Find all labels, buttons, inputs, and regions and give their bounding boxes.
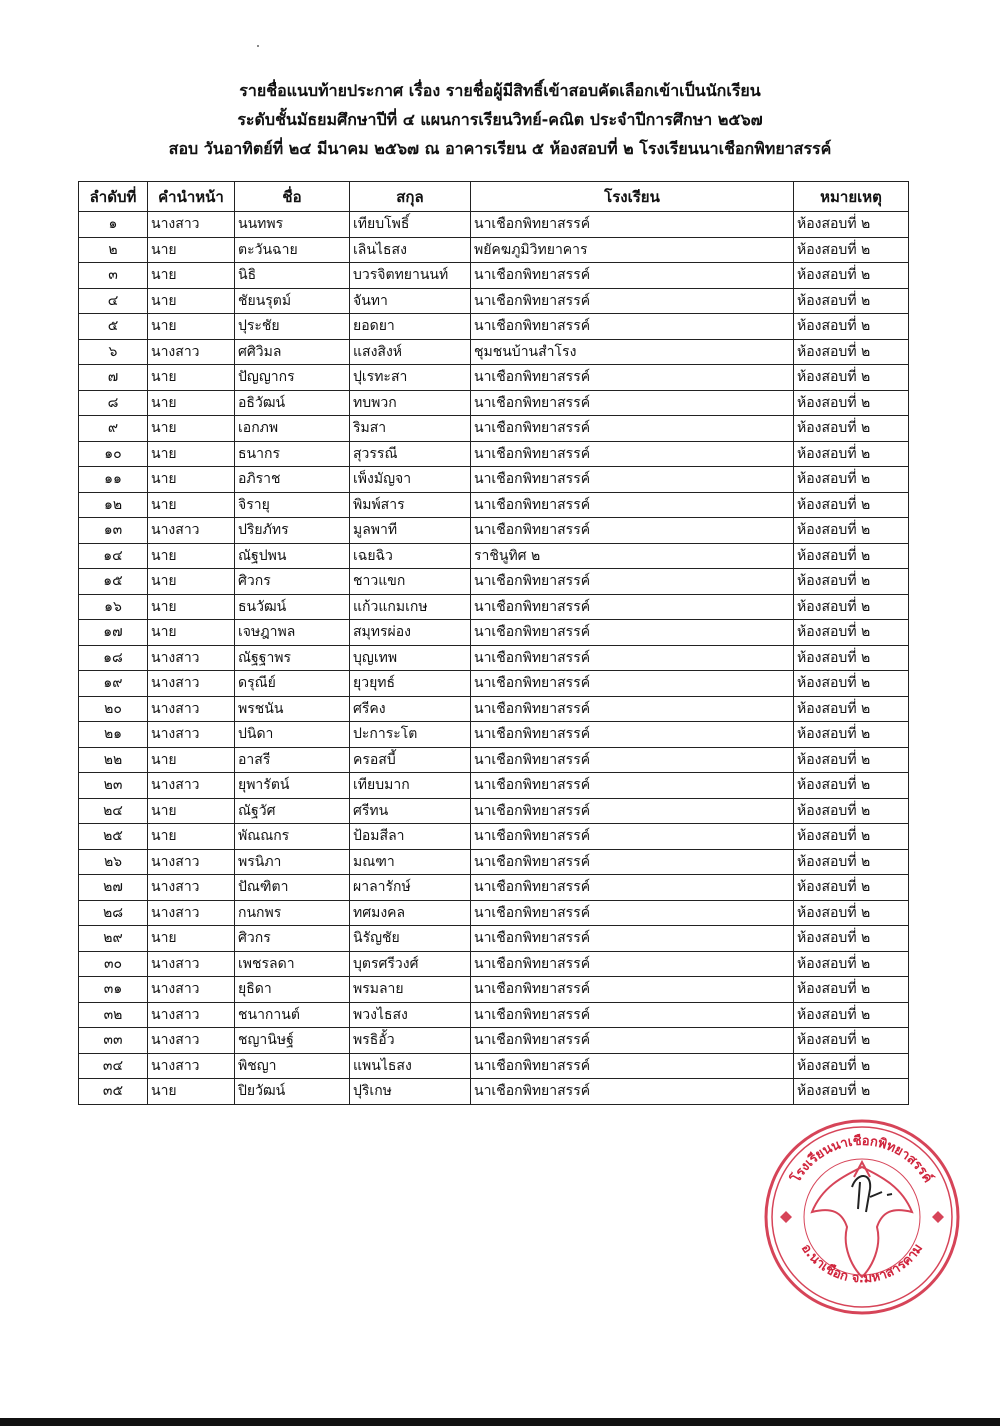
header-first-name: ชื่อ bbox=[235, 182, 350, 212]
cell-first-name: ศิวกร bbox=[235, 569, 350, 595]
cell-last-name: ศรีคง bbox=[350, 696, 471, 722]
cell-last-name: ริมสา bbox=[350, 416, 471, 442]
cell-first-name: อธิวัฒน์ bbox=[235, 390, 350, 416]
cell-school: นาเชือกพิทยาสรรค์ bbox=[471, 594, 794, 620]
cell-school: พยัคฆภูมิวิทยาคาร bbox=[471, 237, 794, 263]
cell-order: ๒๘ bbox=[79, 900, 148, 926]
cell-order: ๙ bbox=[79, 416, 148, 442]
cell-last-name: แก้วแกมเกษ bbox=[350, 594, 471, 620]
cell-last-name: ทศมงคล bbox=[350, 900, 471, 926]
cell-last-name: บุญเทพ bbox=[350, 645, 471, 671]
cell-last-name: เทียบมาก bbox=[350, 773, 471, 799]
document-title-line-2: ระดับชั้นมัธยมศึกษาปีที่ ๔ แผนการเรียนวิทย์-คณิต ประจำปีการศึกษา ๒๕๖๗ bbox=[237, 110, 763, 129]
cell-first-name: จิรายุ bbox=[235, 492, 350, 518]
cell-order: ๑๓ bbox=[79, 518, 148, 544]
scan-bottom-edge bbox=[0, 1418, 1000, 1426]
cell-first-name: ธนวัฒน์ bbox=[235, 594, 350, 620]
table-row bbox=[79, 773, 909, 799]
table-row bbox=[79, 365, 909, 391]
candidate-table bbox=[78, 181, 909, 1105]
cell-order: ๓ bbox=[79, 263, 148, 289]
cell-remark: ห้องสอบที่ ๒ bbox=[794, 492, 909, 518]
cell-prefix: นางสาว bbox=[148, 875, 235, 901]
table-row bbox=[79, 237, 909, 263]
table-row bbox=[79, 467, 909, 493]
cell-prefix: นางสาว bbox=[148, 518, 235, 544]
cell-school: นาเชือกพิทยาสรรค์ bbox=[471, 798, 794, 824]
cell-order: ๑๕ bbox=[79, 569, 148, 595]
cell-prefix: นาย bbox=[148, 288, 235, 314]
cell-first-name: พรชนัน bbox=[235, 696, 350, 722]
cell-remark: ห้องสอบที่ ๒ bbox=[794, 365, 909, 391]
cell-remark: ห้องสอบที่ ๒ bbox=[794, 263, 909, 289]
cell-remark: ห้องสอบที่ ๒ bbox=[794, 569, 909, 595]
cell-first-name: พรนิภา bbox=[235, 849, 350, 875]
cell-school: นาเชือกพิทยาสรรค์ bbox=[471, 1028, 794, 1054]
cell-remark: ห้องสอบที่ ๒ bbox=[794, 1028, 909, 1054]
cell-first-name: นนทพร bbox=[235, 212, 350, 238]
cell-last-name: ปุเรทะสา bbox=[350, 365, 471, 391]
cell-order: ๒๕ bbox=[79, 824, 148, 850]
cell-prefix: นางสาว bbox=[148, 645, 235, 671]
cell-prefix: นาย bbox=[148, 390, 235, 416]
school-seal-stamp bbox=[762, 1117, 962, 1317]
table-row bbox=[79, 671, 909, 697]
header-remark: หมายเหตุ bbox=[794, 182, 909, 212]
cell-order: ๓๓ bbox=[79, 1028, 148, 1054]
table-row bbox=[79, 492, 909, 518]
cell-first-name: ยุธิดา bbox=[235, 977, 350, 1003]
cell-remark: ห้องสอบที่ ๒ bbox=[794, 951, 909, 977]
cell-first-name: พัณณกร bbox=[235, 824, 350, 850]
cell-remark: ห้องสอบที่ ๒ bbox=[794, 747, 909, 773]
cell-prefix: นาย bbox=[148, 747, 235, 773]
table-row bbox=[79, 390, 909, 416]
cell-remark: ห้องสอบที่ ๒ bbox=[794, 339, 909, 365]
cell-prefix: นางสาว bbox=[148, 977, 235, 1003]
cell-prefix: นาย bbox=[148, 620, 235, 646]
cell-order: ๓๐ bbox=[79, 951, 148, 977]
cell-school: นาเชือกพิทยาสรรค์ bbox=[471, 671, 794, 697]
cell-first-name: ปิยวัฒน์ bbox=[235, 1079, 350, 1105]
cell-last-name: เฉยฉิว bbox=[350, 543, 471, 569]
cell-remark: ห้องสอบที่ ๒ bbox=[794, 875, 909, 901]
cell-last-name: บวรจิตทยานนท์ bbox=[350, 263, 471, 289]
cell-first-name: ปนิดา bbox=[235, 722, 350, 748]
cell-school: นาเชือกพิทยาสรรค์ bbox=[471, 977, 794, 1003]
document-title-line-3: สอบ วันอาทิตย์ที่ ๒๔ มีนาคม ๒๕๖๗ ณ อาคารเรียน ๕ ห้องสอบที่ ๒ โรงเรียนนาเชือกพิทยาสรรค์ bbox=[168, 139, 832, 158]
cell-school: นาเชือกพิทยาสรรค์ bbox=[471, 1002, 794, 1028]
cell-remark: ห้องสอบที่ ๒ bbox=[794, 594, 909, 620]
cell-last-name: พิมพ์สาร bbox=[350, 492, 471, 518]
cell-last-name: มณฑา bbox=[350, 849, 471, 875]
cell-last-name: มูลพาที bbox=[350, 518, 471, 544]
cell-remark: ห้องสอบที่ ๒ bbox=[794, 900, 909, 926]
table-row bbox=[79, 441, 909, 467]
table-row bbox=[79, 620, 909, 646]
cell-order: ๒๐ bbox=[79, 696, 148, 722]
cell-school: นาเชือกพิทยาสรรค์ bbox=[471, 263, 794, 289]
cell-last-name: ทบพวก bbox=[350, 390, 471, 416]
cell-prefix: นาย bbox=[148, 314, 235, 340]
cell-first-name: ชัยนรุตม์ bbox=[235, 288, 350, 314]
document-title bbox=[0, 76, 1000, 163]
table-row bbox=[79, 824, 909, 850]
cell-order: ๒๖ bbox=[79, 849, 148, 875]
cell-last-name: พรมลาย bbox=[350, 977, 471, 1003]
table-row bbox=[79, 1028, 909, 1054]
cell-order: ๑๒ bbox=[79, 492, 148, 518]
cell-first-name: ปริยภัทร bbox=[235, 518, 350, 544]
cell-order: ๑ bbox=[79, 212, 148, 238]
cell-prefix: นาย bbox=[148, 416, 235, 442]
cell-remark: ห้องสอบที่ ๒ bbox=[794, 977, 909, 1003]
cell-last-name: ปุริเกษ bbox=[350, 1079, 471, 1105]
cell-school: นาเชือกพิทยาสรรค์ bbox=[471, 492, 794, 518]
table-row bbox=[79, 951, 909, 977]
cell-school: นาเชือกพิทยาสรรค์ bbox=[471, 875, 794, 901]
cell-prefix: นาย bbox=[148, 263, 235, 289]
table-row bbox=[79, 518, 909, 544]
table-body bbox=[79, 212, 909, 1105]
cell-last-name: จันทา bbox=[350, 288, 471, 314]
cell-last-name: ชาวแขก bbox=[350, 569, 471, 595]
cell-first-name: อาสรี bbox=[235, 747, 350, 773]
cell-order: ๑๐ bbox=[79, 441, 148, 467]
cell-remark: ห้องสอบที่ ๒ bbox=[794, 237, 909, 263]
document-title-line-1: รายชื่อแนบท้ายประกาศ เรื่อง รายชื่อผู้มีสิทธิ์เข้าสอบคัดเลือกเข้าเป็นนักเรียน bbox=[239, 81, 761, 100]
cell-first-name: กนกพร bbox=[235, 900, 350, 926]
cell-remark: ห้องสอบที่ ๒ bbox=[794, 620, 909, 646]
cell-prefix: นาย bbox=[148, 1079, 235, 1105]
cell-prefix: นาย bbox=[148, 365, 235, 391]
cell-prefix: นางสาว bbox=[148, 696, 235, 722]
cell-school: นาเชือกพิทยาสรรค์ bbox=[471, 441, 794, 467]
cell-last-name: แพนไธสง bbox=[350, 1053, 471, 1079]
table-row bbox=[79, 212, 909, 238]
cell-prefix: นางสาว bbox=[148, 339, 235, 365]
cell-school: นาเชือกพิทยาสรรค์ bbox=[471, 288, 794, 314]
cell-remark: ห้องสอบที่ ๒ bbox=[794, 849, 909, 875]
cell-school: นาเชือกพิทยาสรรค์ bbox=[471, 951, 794, 977]
cell-last-name: พวงไธสง bbox=[350, 1002, 471, 1028]
cell-prefix: นางสาว bbox=[148, 951, 235, 977]
cell-first-name: เจษฎาพล bbox=[235, 620, 350, 646]
cell-order: ๒๔ bbox=[79, 798, 148, 824]
cell-first-name: ดรุณีย์ bbox=[235, 671, 350, 697]
table-row bbox=[79, 798, 909, 824]
cell-order: ๘ bbox=[79, 390, 148, 416]
cell-prefix: นางสาว bbox=[148, 671, 235, 697]
cell-order: ๒๒ bbox=[79, 747, 148, 773]
cell-school: นาเชือกพิทยาสรรค์ bbox=[471, 365, 794, 391]
table-row bbox=[79, 263, 909, 289]
cell-remark: ห้องสอบที่ ๒ bbox=[794, 1053, 909, 1079]
table-row bbox=[79, 569, 909, 595]
cell-school: นาเชือกพิทยาสรรค์ bbox=[471, 773, 794, 799]
cell-school: นาเชือกพิทยาสรรค์ bbox=[471, 467, 794, 493]
cell-order: ๑๘ bbox=[79, 645, 148, 671]
table-row bbox=[79, 977, 909, 1003]
cell-school: นาเชือกพิทยาสรรค์ bbox=[471, 1053, 794, 1079]
cell-remark: ห้องสอบที่ ๒ bbox=[794, 1002, 909, 1028]
cell-order: ๓๑ bbox=[79, 977, 148, 1003]
cell-prefix: นาย bbox=[148, 441, 235, 467]
cell-prefix: นาย bbox=[148, 543, 235, 569]
cell-last-name: ยุวยุทธ์ bbox=[350, 671, 471, 697]
cell-first-name: ชนากานต์ bbox=[235, 1002, 350, 1028]
cell-prefix: นาย bbox=[148, 569, 235, 595]
cell-last-name: ป้อมสีลา bbox=[350, 824, 471, 850]
cell-school: นาเชือกพิทยาสรรค์ bbox=[471, 314, 794, 340]
cell-order: ๑๖ bbox=[79, 594, 148, 620]
cell-last-name: ศรีทน bbox=[350, 798, 471, 824]
cell-remark: ห้องสอบที่ ๒ bbox=[794, 696, 909, 722]
cell-first-name: ณัฐวัศ bbox=[235, 798, 350, 824]
cell-prefix: นางสาว bbox=[148, 849, 235, 875]
cell-order: ๒๓ bbox=[79, 773, 148, 799]
cell-prefix: นางสาว bbox=[148, 900, 235, 926]
cell-order: ๒๙ bbox=[79, 926, 148, 952]
table-row bbox=[79, 722, 909, 748]
cell-school: นาเชือกพิทยาสรรค์ bbox=[471, 900, 794, 926]
cell-school: นาเชือกพิทยาสรรค์ bbox=[471, 212, 794, 238]
cell-prefix: นาย bbox=[148, 798, 235, 824]
table-row bbox=[79, 747, 909, 773]
cell-order: ๓๕ bbox=[79, 1079, 148, 1105]
cell-remark: ห้องสอบที่ ๒ bbox=[794, 645, 909, 671]
table-row bbox=[79, 416, 909, 442]
stamp-bottom-text: อ.นาเชือก จ.มหาสารคาม bbox=[797, 1240, 927, 1286]
cell-first-name: ศศิวิมล bbox=[235, 339, 350, 365]
stamp-top-text: โรงเรียนนาเชือกพิทยาสรรค์ bbox=[788, 1133, 936, 1185]
cell-last-name: ผาลารักษ์ bbox=[350, 875, 471, 901]
cell-order: ๑๑ bbox=[79, 467, 148, 493]
table-row bbox=[79, 288, 909, 314]
scan-speck bbox=[257, 45, 259, 47]
cell-prefix: นางสาว bbox=[148, 773, 235, 799]
cell-first-name: ปัณฑิตา bbox=[235, 875, 350, 901]
cell-order: ๑๙ bbox=[79, 671, 148, 697]
cell-order: ๒๑ bbox=[79, 722, 148, 748]
cell-school: นาเชือกพิทยาสรรค์ bbox=[471, 416, 794, 442]
cell-first-name: ธนากร bbox=[235, 441, 350, 467]
cell-order: ๔ bbox=[79, 288, 148, 314]
cell-last-name: บุตรศรีวงศ์ bbox=[350, 951, 471, 977]
cell-first-name: ยุพารัตน์ bbox=[235, 773, 350, 799]
cell-order: ๑๗ bbox=[79, 620, 148, 646]
cell-remark: ห้องสอบที่ ๒ bbox=[794, 773, 909, 799]
cell-first-name: พิชญา bbox=[235, 1053, 350, 1079]
cell-remark: ห้องสอบที่ ๒ bbox=[794, 314, 909, 340]
table-row bbox=[79, 594, 909, 620]
cell-remark: ห้องสอบที่ ๒ bbox=[794, 671, 909, 697]
cell-last-name: แสงสิงห์ bbox=[350, 339, 471, 365]
cell-last-name: นิรัญชัย bbox=[350, 926, 471, 952]
cell-remark: ห้องสอบที่ ๒ bbox=[794, 926, 909, 952]
cell-first-name: ปัญญากร bbox=[235, 365, 350, 391]
cell-last-name: สมุทรผ่อง bbox=[350, 620, 471, 646]
cell-school: นาเชือกพิทยาสรรค์ bbox=[471, 926, 794, 952]
cell-order: ๒๗ bbox=[79, 875, 148, 901]
cell-order: ๗ bbox=[79, 365, 148, 391]
cell-school: นาเชือกพิทยาสรรค์ bbox=[471, 620, 794, 646]
table-row bbox=[79, 314, 909, 340]
cell-prefix: นางสาว bbox=[148, 722, 235, 748]
table-row bbox=[79, 543, 909, 569]
cell-last-name: พรธิอั้ว bbox=[350, 1028, 471, 1054]
cell-last-name: เลินไธสง bbox=[350, 237, 471, 263]
cell-school: นาเชือกพิทยาสรรค์ bbox=[471, 747, 794, 773]
cell-order: ๓๔ bbox=[79, 1053, 148, 1079]
cell-last-name: เทียบโพธิ์ bbox=[350, 212, 471, 238]
header-school: โรงเรียน bbox=[471, 182, 794, 212]
cell-last-name: เพ็งมัญจา bbox=[350, 467, 471, 493]
cell-last-name: ยอดยา bbox=[350, 314, 471, 340]
cell-first-name: อภิราช bbox=[235, 467, 350, 493]
cell-prefix: นางสาว bbox=[148, 1053, 235, 1079]
cell-first-name: เพชรลดา bbox=[235, 951, 350, 977]
table-row bbox=[79, 696, 909, 722]
cell-remark: ห้องสอบที่ ๒ bbox=[794, 467, 909, 493]
cell-first-name: เอกภพ bbox=[235, 416, 350, 442]
table-row bbox=[79, 1053, 909, 1079]
table-row bbox=[79, 900, 909, 926]
cell-last-name: ครอสบี้ bbox=[350, 747, 471, 773]
cell-remark: ห้องสอบที่ ๒ bbox=[794, 416, 909, 442]
cell-school: นาเชือกพิทยาสรรค์ bbox=[471, 696, 794, 722]
cell-prefix: นางสาว bbox=[148, 1002, 235, 1028]
cell-remark: ห้องสอบที่ ๒ bbox=[794, 518, 909, 544]
cell-first-name: ณัฐปพน bbox=[235, 543, 350, 569]
cell-remark: ห้องสอบที่ ๒ bbox=[794, 390, 909, 416]
cell-prefix: นาย bbox=[148, 467, 235, 493]
cell-first-name: ศิวกร bbox=[235, 926, 350, 952]
cell-school: นาเชือกพิทยาสรรค์ bbox=[471, 645, 794, 671]
header-last-name: สกุล bbox=[350, 182, 471, 212]
cell-school: นาเชือกพิทยาสรรค์ bbox=[471, 518, 794, 544]
cell-remark: ห้องสอบที่ ๒ bbox=[794, 212, 909, 238]
table-row bbox=[79, 645, 909, 671]
cell-order: ๓๒ bbox=[79, 1002, 148, 1028]
cell-last-name: ปะการะโต bbox=[350, 722, 471, 748]
cell-prefix: นาย bbox=[148, 492, 235, 518]
cell-order: ๕ bbox=[79, 314, 148, 340]
cell-remark: ห้องสอบที่ ๒ bbox=[794, 543, 909, 569]
cell-school: นาเชือกพิทยาสรรค์ bbox=[471, 569, 794, 595]
cell-prefix: นาย bbox=[148, 824, 235, 850]
cell-prefix: นาย bbox=[148, 926, 235, 952]
cell-first-name: นิธิ bbox=[235, 263, 350, 289]
cell-prefix: นาย bbox=[148, 594, 235, 620]
table-row bbox=[79, 875, 909, 901]
cell-remark: ห้องสอบที่ ๒ bbox=[794, 798, 909, 824]
cell-remark: ห้องสอบที่ ๒ bbox=[794, 288, 909, 314]
cell-prefix: นางสาว bbox=[148, 212, 235, 238]
header-prefix: คำนำหน้า bbox=[148, 182, 235, 212]
cell-order: ๖ bbox=[79, 339, 148, 365]
cell-school: ชุมชนบ้านสำโรง bbox=[471, 339, 794, 365]
cell-school: นาเชือกพิทยาสรรค์ bbox=[471, 722, 794, 748]
cell-first-name: ตะวันฉาย bbox=[235, 237, 350, 263]
cell-remark: ห้องสอบที่ ๒ bbox=[794, 1079, 909, 1105]
table-header-row bbox=[79, 182, 909, 212]
cell-first-name: ณัฐฐาพร bbox=[235, 645, 350, 671]
cell-order: ๒ bbox=[79, 237, 148, 263]
cell-first-name: ปุระชัย bbox=[235, 314, 350, 340]
cell-remark: ห้องสอบที่ ๒ bbox=[794, 722, 909, 748]
cell-first-name: ชญานิษฐ์ bbox=[235, 1028, 350, 1054]
cell-prefix: นาย bbox=[148, 237, 235, 263]
table-row bbox=[79, 926, 909, 952]
cell-last-name: สุวรรณี bbox=[350, 441, 471, 467]
cell-remark: ห้องสอบที่ ๒ bbox=[794, 824, 909, 850]
table-row bbox=[79, 1002, 909, 1028]
header-order: ลำดับที่ bbox=[79, 182, 148, 212]
table-row bbox=[79, 339, 909, 365]
cell-school: นาเชือกพิทยาสรรค์ bbox=[471, 824, 794, 850]
cell-school: นาเชือกพิทยาสรรค์ bbox=[471, 1079, 794, 1105]
cell-order: ๑๔ bbox=[79, 543, 148, 569]
table-row bbox=[79, 849, 909, 875]
cell-school: ราชินูทิศ ๒ bbox=[471, 543, 794, 569]
cell-school: นาเชือกพิทยาสรรค์ bbox=[471, 390, 794, 416]
cell-remark: ห้องสอบที่ ๒ bbox=[794, 441, 909, 467]
table-row bbox=[79, 1079, 909, 1105]
cell-prefix: นางสาว bbox=[148, 1028, 235, 1054]
cell-school: นาเชือกพิทยาสรรค์ bbox=[471, 849, 794, 875]
